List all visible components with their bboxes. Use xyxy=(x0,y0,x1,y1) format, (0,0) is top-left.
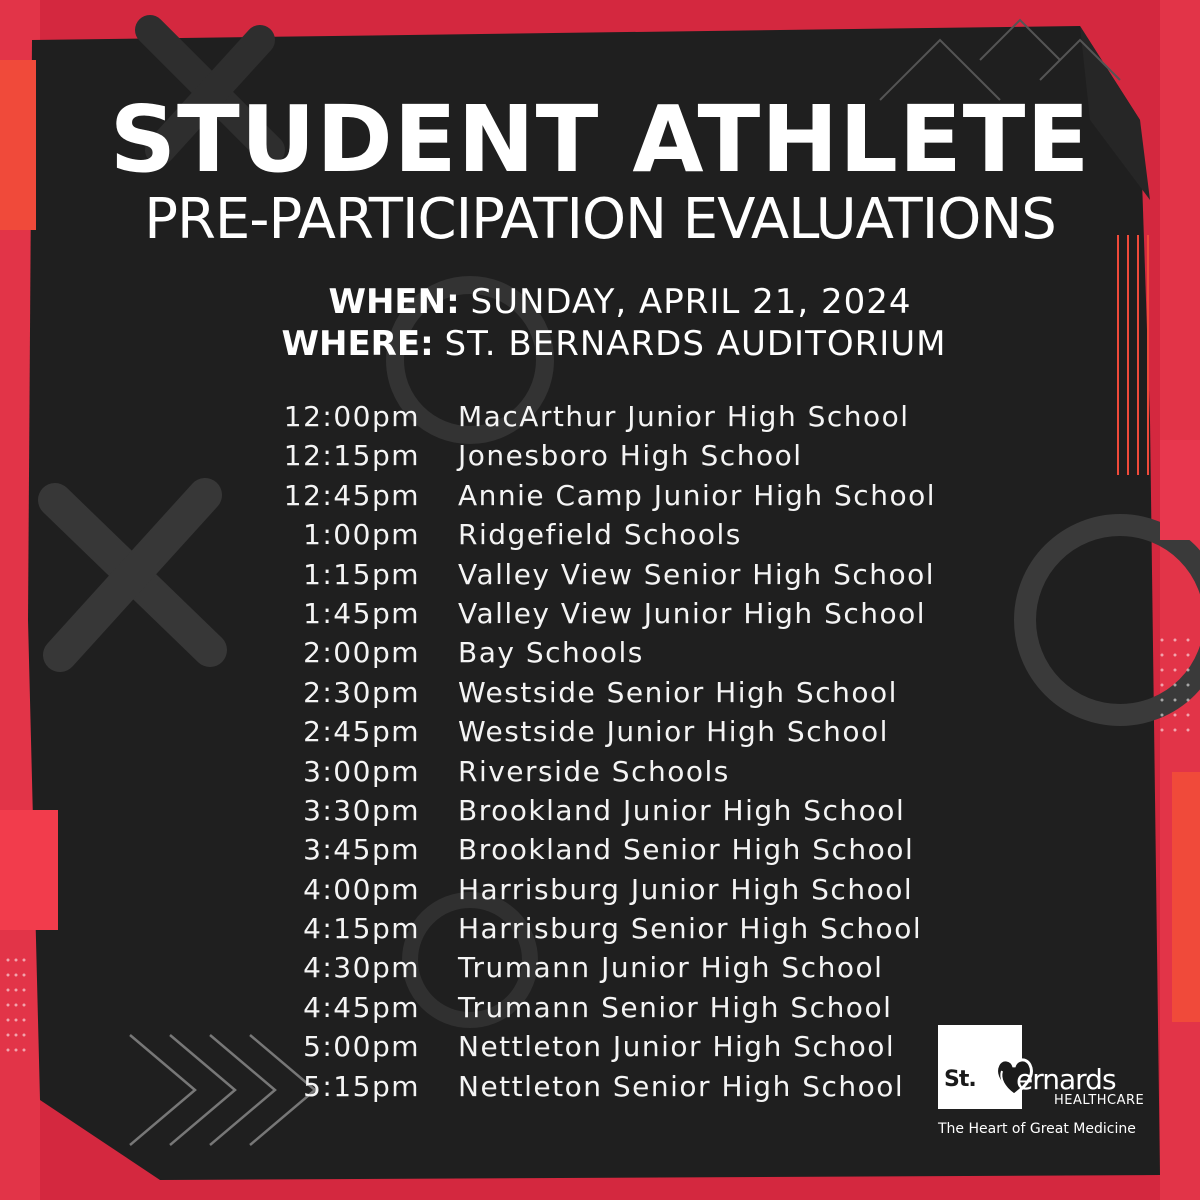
schedule-time: 3:30pm xyxy=(303,793,420,827)
schedule-row xyxy=(260,1067,960,1106)
schedule-time: 2:45pm xyxy=(303,715,420,749)
logo-name-text: ernards xyxy=(1016,1063,1116,1096)
schedule-school: Harrisburg Junior High School xyxy=(458,872,914,906)
schedule-row xyxy=(260,870,960,909)
schedule-time: 2:30pm xyxy=(303,675,420,709)
logo-healthcare-text: HEALTHCARE xyxy=(1054,1093,1145,1108)
st-bernards-logo xyxy=(936,1023,1156,1143)
when-line xyxy=(20,282,1200,322)
schedule-school: Harrisburg Senior High School xyxy=(458,912,923,946)
schedule-time: 12:00pm xyxy=(283,400,420,433)
schedule-row xyxy=(260,791,960,830)
logo-tagline: The Heart of Great Medicine xyxy=(938,1121,1136,1137)
schedule-row xyxy=(260,830,960,869)
logo-st-text: St. xyxy=(944,1067,976,1092)
schedule-row xyxy=(260,555,960,594)
when-label: WHEN: xyxy=(328,282,460,322)
where-value: ST. BERNARDS AUDITORIUM xyxy=(444,324,947,364)
where-line xyxy=(14,324,1200,364)
schedule-school: Brookland Senior High School xyxy=(458,833,915,867)
schedule-row xyxy=(260,594,960,633)
schedule-school: Jonesboro High School xyxy=(458,439,803,473)
schedule-row xyxy=(260,476,960,515)
schedule-school: Riverside Schools xyxy=(458,754,730,788)
schedule-time: 5:00pm xyxy=(303,1030,420,1064)
schedule-row xyxy=(260,752,960,791)
schedule-time: 1:45pm xyxy=(303,596,420,630)
schedule-row xyxy=(260,712,960,751)
schedule-row xyxy=(260,633,960,672)
schedule-time: 12:15pm xyxy=(283,439,420,473)
schedule-time: 2:00pm xyxy=(303,636,420,670)
accent-bar-left-bottom xyxy=(0,810,58,930)
schedule-time: 4:45pm xyxy=(303,990,420,1024)
schedule-school: Ridgefield Schools xyxy=(458,518,742,552)
schedule-school: Bay Schools xyxy=(458,636,644,670)
schedule-row xyxy=(260,1027,960,1066)
schedule-row xyxy=(260,436,960,475)
schedule-time: 1:15pm xyxy=(303,557,420,591)
schedule-row xyxy=(260,673,960,712)
schedule-school: Trumann Junior High School xyxy=(458,951,884,985)
poster-title: STUDENT ATHLETE xyxy=(109,86,1091,193)
schedule-time: 5:15pm xyxy=(303,1069,420,1103)
where-label: WHERE: xyxy=(281,324,434,364)
schedule-school: Westside Junior High School xyxy=(458,715,889,749)
schedule-school: Valley View Senior High School xyxy=(458,557,936,591)
schedule-list xyxy=(260,397,960,1106)
schedule-time: 4:30pm xyxy=(303,951,420,985)
schedule-time: 3:45pm xyxy=(303,833,420,867)
schedule-school: Brookland Junior High School xyxy=(458,793,906,827)
schedule-school: Nettleton Senior High School xyxy=(458,1069,905,1103)
schedule-time: 4:00pm xyxy=(303,872,420,906)
schedule-row xyxy=(260,909,960,948)
schedule-row xyxy=(260,397,960,436)
schedule-school: Westside Senior High School xyxy=(458,675,898,709)
schedule-school: Annie Camp Junior High School xyxy=(458,478,936,512)
accent-bar-right xyxy=(1172,772,1200,1022)
schedule-time: 12:45pm xyxy=(283,478,420,512)
schedule-school: Valley View Junior High School xyxy=(458,596,927,630)
schedule-time: 3:00pm xyxy=(303,754,420,788)
schedule-school: Nettleton Junior High School xyxy=(458,1030,896,1064)
schedule-time: 4:15pm xyxy=(303,912,420,946)
schedule-row xyxy=(260,988,960,1027)
schedule-time: 1:00pm xyxy=(303,518,420,552)
schedule-row xyxy=(260,515,960,554)
schedule-school: Trumann Senior High School xyxy=(458,990,893,1024)
schedule-school: MacArthur Junior High School xyxy=(458,400,910,433)
poster-subtitle: PRE-PARTICIPATION EVALUATIONS xyxy=(144,187,1056,252)
schedule-row xyxy=(260,948,960,987)
when-value: SUNDAY, APRIL 21, 2024 xyxy=(470,282,912,322)
